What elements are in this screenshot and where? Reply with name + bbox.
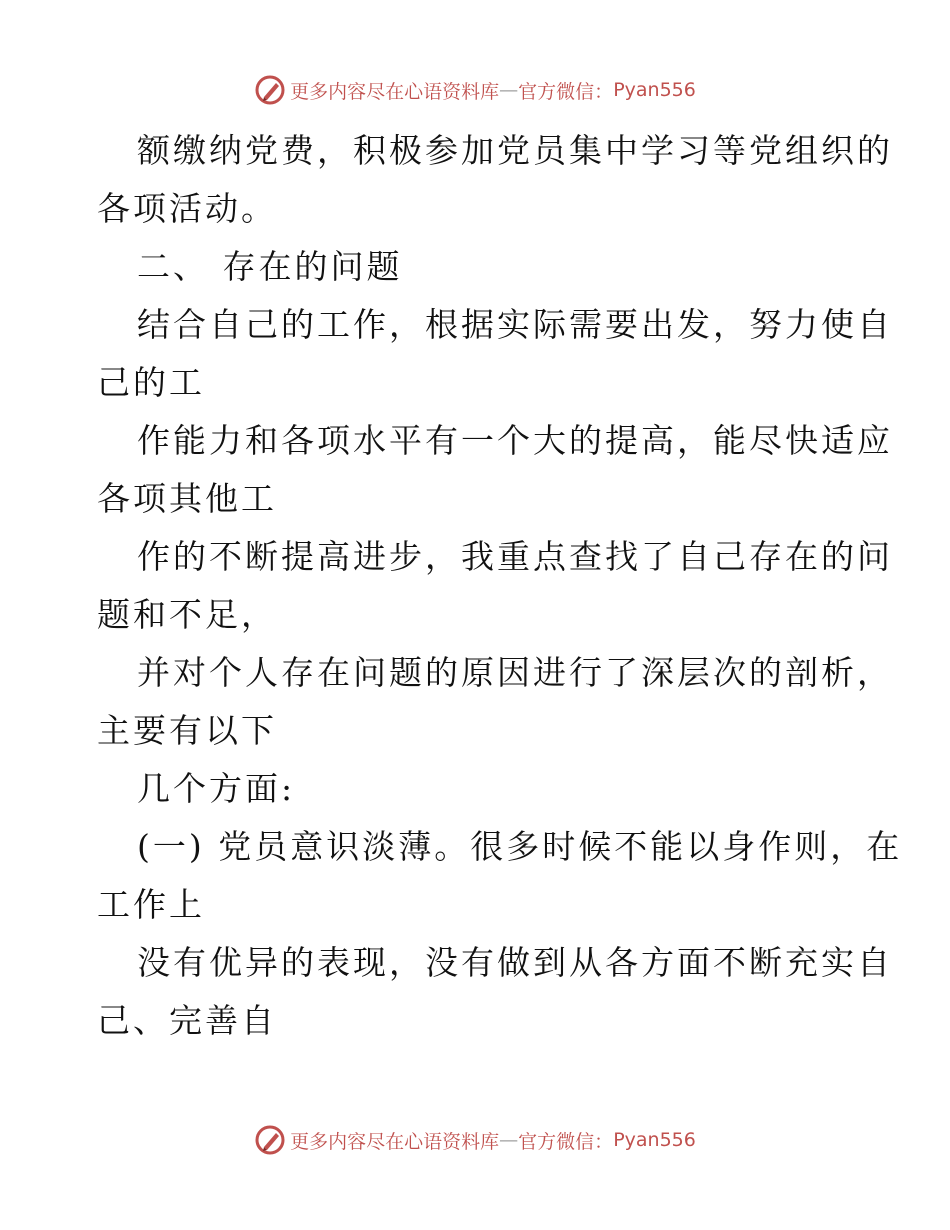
body-line: 己、完善自: [97, 1001, 277, 1040]
body-line: 各项活动。: [97, 189, 277, 228]
body-line: 没有优异的表现，没有做到从各方面不断充实自: [137, 943, 893, 982]
banner-site-name: 更多内容尽在心语资料库: [290, 1130, 500, 1153]
header-banner: [0, 70, 950, 110]
body-line: 主要有以下: [97, 711, 277, 750]
banner-dash: —: [499, 1129, 519, 1151]
body-line: 作的不断提高进步，我重点查找了自己存在的问: [137, 537, 893, 576]
document-body: [97, 122, 903, 1050]
body-line: 额缴纳党费，积极参加党员集中学习等党组织的: [137, 131, 893, 170]
banner-dash: —: [499, 79, 519, 101]
body-line: 几个方面:: [137, 769, 296, 808]
body-line: 题和不足，: [97, 595, 277, 634]
body-line: 并对个人存在问题的原因进行了深层次的剖析，: [137, 653, 893, 692]
banner-official-label: 官方微信：: [518, 80, 614, 103]
body-line: 己的工: [97, 363, 205, 402]
body-line: (一) 党员意识淡薄。很多时候不能以身作则，在: [137, 827, 903, 866]
footer-banner: [0, 1120, 950, 1160]
body-line: 作能力和各项水平有一个大的提高，能尽快适应: [137, 421, 893, 460]
pen-in-circle-icon: [254, 74, 286, 106]
body-line: 结合自己的工作，根据实际需要出发，努力使自: [137, 305, 893, 344]
banner-wechat-id: Pyan556: [613, 1129, 696, 1151]
body-line: 各项其他工: [97, 479, 277, 518]
banner-official-label: 官方微信：: [518, 1130, 614, 1153]
banner-wechat-id: Pyan556: [613, 79, 696, 101]
banner-site-name: 更多内容尽在心语资料库: [290, 80, 500, 103]
body-line: 工作上: [97, 885, 205, 924]
section-heading: 二、 存在的问题: [137, 247, 403, 286]
pen-in-circle-icon: [254, 1124, 286, 1156]
